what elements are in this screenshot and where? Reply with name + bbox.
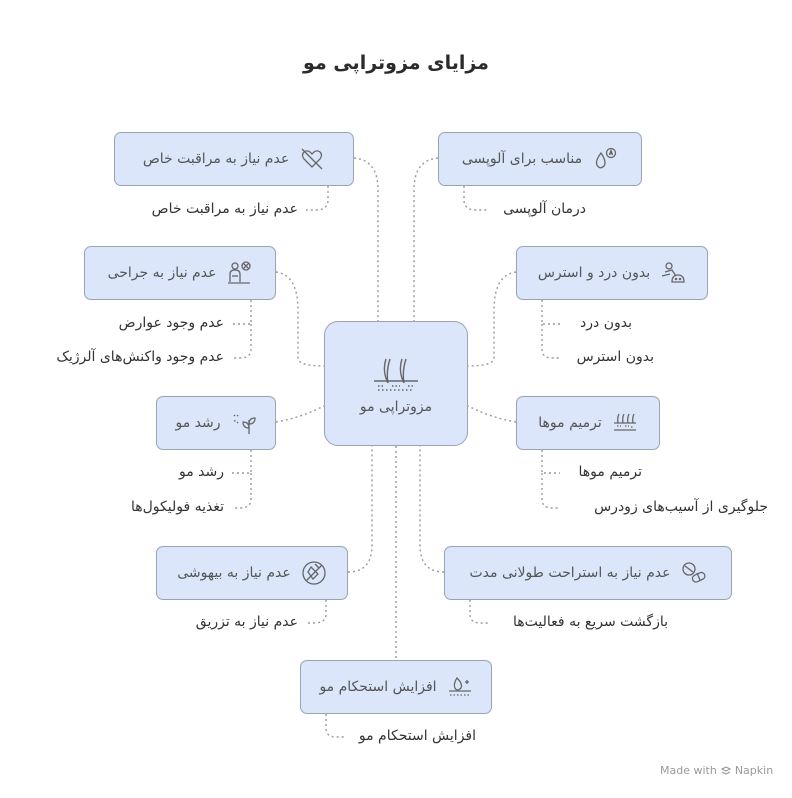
sub-item-prevent-damage: جلوگیری از آسیب‌های زودرس	[594, 499, 768, 515]
sub-item-hair-strength: افزایش استحکام مو	[358, 728, 476, 744]
sub-connector-anesthesia-1	[306, 600, 326, 623]
sub-connector-alopecia-1	[464, 186, 488, 210]
branch-label: مناسب برای آلوپسی	[461, 151, 583, 167]
sub-connector-care-1	[306, 186, 328, 210]
branch-label: عدم نیاز به بیهوشی	[177, 565, 291, 581]
footer-text: Made with	[660, 764, 717, 777]
branch-label: ترمیم موها	[538, 415, 602, 431]
hair-drop-icon	[592, 146, 618, 172]
branch-label: بدون درد و استرس	[537, 265, 651, 281]
sub-item-follicle-nutrition: تغذیه فولیکول‌ها	[130, 499, 224, 515]
no-surgery-icon	[226, 260, 252, 286]
branch-hair-repair	[516, 396, 660, 450]
branch-no-special-care	[114, 132, 354, 186]
sub-connector-rest-1	[470, 600, 490, 623]
diagram-title: مزایای مزوتراپی مو	[303, 52, 489, 74]
branch-hair-growth	[156, 396, 276, 450]
branch-hair-strength	[300, 660, 492, 714]
sub-connector-strength-1	[326, 714, 346, 737]
pills-icon	[680, 560, 706, 586]
hair-follicle-icon	[372, 353, 420, 393]
branch-no-long-rest	[444, 546, 732, 600]
sub-connector-repair-1	[542, 450, 560, 473]
connector-alopecia	[414, 158, 438, 321]
sub-item-no-allergy: عدم وجود واکنش‌های آلرژیک	[56, 349, 224, 365]
sprout-icon	[231, 410, 257, 436]
branch-alopecia	[438, 132, 642, 186]
sub-item-no-stress: بدون استرس	[576, 349, 654, 365]
center-label: مزوتراپی مو	[359, 398, 433, 415]
heart-off-icon	[299, 146, 325, 172]
branch-label: عدم نیاز به جراحی	[107, 265, 217, 281]
branch-no-pain	[516, 246, 708, 300]
sub-connector-repair-2	[542, 473, 560, 508]
sub-connector-pain-1	[542, 300, 560, 324]
scalp-repair-icon	[612, 410, 638, 436]
sub-item-no-pain: بدون درد	[580, 315, 632, 331]
connector-growth	[276, 406, 324, 422]
relaxed-person-icon	[660, 260, 686, 286]
napkin-attribution	[660, 764, 773, 777]
connector-rest	[420, 446, 444, 572]
sub-item-no-injection: عدم نیاز به تزریق	[195, 614, 298, 630]
sub-connector-pain-2	[542, 324, 560, 358]
branch-no-anesthesia	[156, 546, 348, 600]
sub-connector-surgery-2	[232, 324, 251, 358]
sub-item-alopecia-treatment: درمان آلوپسی	[503, 201, 586, 217]
branch-label: رشد مو	[175, 415, 221, 431]
connector-pain	[468, 272, 516, 366]
footer-brand: Napkin	[734, 764, 774, 777]
napkin-logo-icon	[721, 766, 731, 776]
branch-label: عدم نیاز به مراقبت خاص	[142, 151, 290, 167]
sub-item-quick-return: بازگشت سریع به فعالیت‌ها	[513, 614, 668, 630]
sub-item-hair-repair: ترمیم موها	[578, 464, 642, 480]
center-node	[324, 321, 468, 446]
sub-item-hair-growth: رشد مو	[178, 464, 224, 480]
connector-care	[354, 158, 378, 321]
branch-no-surgery	[84, 246, 276, 300]
sub-connector-growth-1	[232, 450, 251, 473]
connector-surgery	[276, 272, 324, 366]
branch-label: عدم نیاز به استراحت طولانی مدت	[469, 565, 671, 581]
strong-hair-icon	[447, 674, 473, 700]
sub-item-no-side-effects: عدم وجود عوارض	[118, 315, 224, 331]
no-syringe-icon	[301, 560, 327, 586]
branch-label: افزایش استحکام مو	[319, 679, 437, 695]
sub-item-no-special-care: عدم نیاز به مراقبت خاص	[151, 201, 298, 217]
connector-repair	[468, 406, 516, 422]
connector-anesthesia	[348, 446, 372, 572]
sub-connector-surgery-1	[232, 300, 251, 324]
sub-connector-growth-2	[232, 473, 251, 508]
